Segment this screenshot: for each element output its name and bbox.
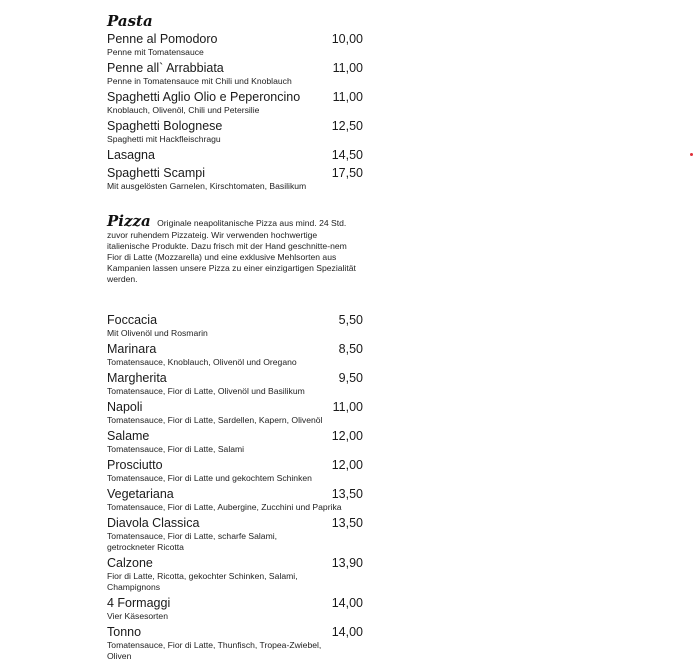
item-description: Tomatensauce, Fior di Latte, Aubergine, Zucchini und Paprika xyxy=(107,502,342,512)
menu-item xyxy=(107,625,363,661)
item-price: 11,00 xyxy=(332,400,363,414)
item-name: Napoli xyxy=(107,400,143,414)
item-price: 5,50 xyxy=(338,313,363,327)
item-price: 14,50 xyxy=(331,148,363,162)
item-name: Penne al Pomodoro xyxy=(107,32,218,46)
item-price: 13,50 xyxy=(331,516,363,530)
item-description: Fior di Latte, Ricotta, gekochter Schinken, Salami, Champignons xyxy=(107,571,298,592)
item-name: Salame xyxy=(107,429,150,443)
item-name: Tonno xyxy=(107,625,142,639)
item-name: Spaghetti Scampi xyxy=(107,166,205,180)
pizza-intro-text: Originale neapolitanische Pizza aus mind. 24 Std. zuvor ruhendem Pizzateig. Wir verwenden hochwertige italienische Produkte. Dazu frisch mit der Hand geschnitte-nem Fior di Latte (Mozzarella) und eine exklusive Mehlsorten aus Kampanien lassen unsere Pizza zu einer einzigartigen Spezialität werden. xyxy=(107,218,356,284)
item-price: 12,50 xyxy=(331,119,363,133)
menu-item xyxy=(107,313,363,342)
menu-item xyxy=(107,458,363,487)
item-name: Diavola Classica xyxy=(107,516,200,530)
menu xyxy=(107,12,363,661)
item-price: 10,00 xyxy=(331,32,363,46)
item-price: 14,00 xyxy=(331,596,363,610)
item-description: Vier Käsesorten xyxy=(107,611,168,621)
item-price: 14,00 xyxy=(331,625,363,639)
item-description: Tomatensauce, Fior di Latte, Olivenöl und Basilikum xyxy=(107,386,305,396)
pizza-section-title: Pizza xyxy=(107,212,151,230)
item-description: Mit ausgelösten Garnelen, Kirschtomaten, Basilikum xyxy=(107,181,307,191)
item-description: Tomatensauce, Fior di Latte und gekochtem Schinken xyxy=(107,473,312,483)
item-name: Spaghetti Aglio Olio e Peperoncino xyxy=(107,90,301,104)
item-description: Spaghetti mit Hackfleischragu xyxy=(107,134,221,144)
item-price: 13,90 xyxy=(331,556,363,570)
item-price: 12,00 xyxy=(331,429,363,443)
item-name: Margherita xyxy=(107,371,167,385)
item-price: 12,00 xyxy=(331,458,363,472)
item-name: Penne all` Arrabbiata xyxy=(107,61,224,75)
item-description: Penne mit Tomatensauce xyxy=(107,47,204,57)
menu-item xyxy=(107,119,363,148)
item-name: Calzone xyxy=(107,556,153,570)
item-name: Foccacia xyxy=(107,313,158,327)
item-name: Prosciutto xyxy=(107,458,163,472)
menu-item xyxy=(107,487,363,516)
item-description: Tomatensauce, Knoblauch, Olivenöl und Oregano xyxy=(107,357,297,367)
item-price: 8,50 xyxy=(338,342,363,356)
accent-dot xyxy=(690,153,693,156)
menu-item xyxy=(107,32,363,61)
menu-item xyxy=(107,596,363,625)
pizza-list xyxy=(107,313,363,661)
menu-item xyxy=(107,556,363,596)
menu-item xyxy=(107,342,363,371)
item-price: 11,00 xyxy=(332,90,363,104)
item-name: 4 Formaggi xyxy=(107,596,171,610)
item-price: 17,50 xyxy=(331,166,363,180)
item-description: Mit Olivenöl und Rosmarin xyxy=(107,328,208,338)
item-price: 11,00 xyxy=(332,61,363,75)
item-description: Tomatensauce, Fior di Latte, scharfe Salami, getrockneter Ricotta xyxy=(107,531,278,552)
menu-item xyxy=(107,90,363,119)
item-price: 13,50 xyxy=(331,487,363,501)
item-description: Penne in Tomatensauce mit Chili und Knoblauch xyxy=(107,76,292,86)
menu-item xyxy=(107,148,363,166)
pizza-section xyxy=(107,212,363,661)
menu-item xyxy=(107,429,363,458)
menu-item xyxy=(107,400,363,429)
menu-item xyxy=(107,371,363,400)
item-description: Knoblauch, Olivenöl, Chili und Petersilie xyxy=(107,105,260,115)
item-price: 9,50 xyxy=(338,371,363,385)
item-name: Spaghetti Bolognese xyxy=(107,119,223,133)
menu-item xyxy=(107,516,363,556)
item-description: Tomatensauce, Fior di Latte, Thunfisch, Tropea-Zwiebel, Oliven xyxy=(107,640,322,661)
menu-item xyxy=(107,166,363,195)
item-description: Tomatensauce, Fior di Latte, Salami xyxy=(107,444,245,454)
pizza-intro xyxy=(107,212,359,285)
pasta-section-title: Pasta xyxy=(107,12,153,30)
item-name: Lasagna xyxy=(107,148,155,162)
item-name: Vegetariana xyxy=(107,487,174,501)
item-description: Tomatensauce, Fior di Latte, Sardellen, Kapern, Olivenöl xyxy=(107,415,323,425)
menu-item xyxy=(107,61,363,90)
item-name: Marinara xyxy=(107,342,157,356)
pasta-list xyxy=(107,32,363,195)
